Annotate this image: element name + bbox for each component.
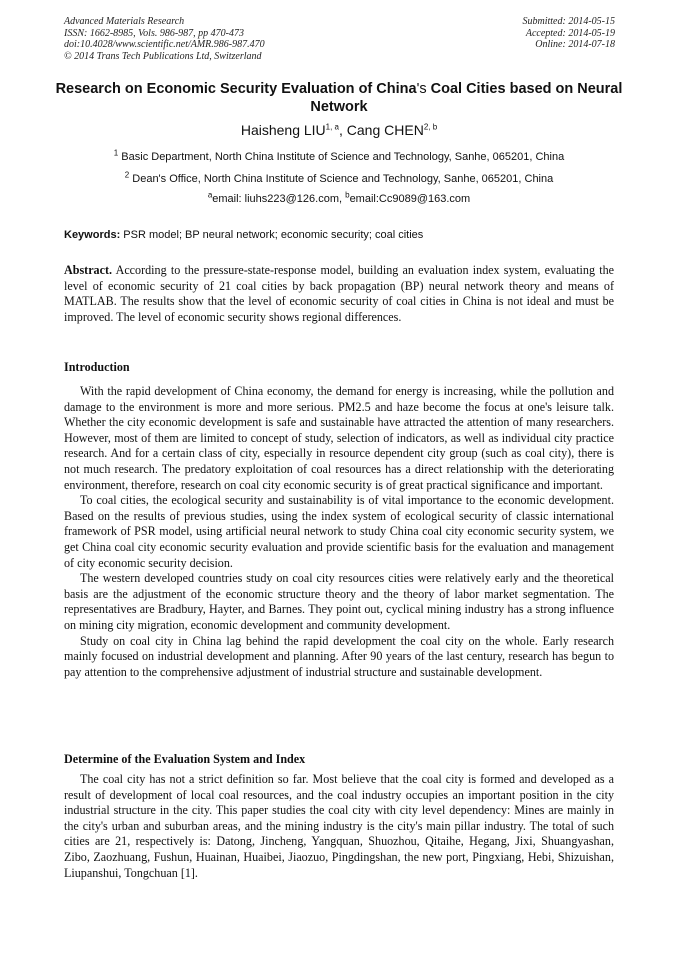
keywords-label: Keywords: <box>64 229 121 241</box>
abstract-text: According to the pressure-state-response model, building an evaluation index system, evaluating the level of economic security of 21 coal cities by back propagation (BP) neural network theory and means of MATLAB. The results show that the level of economic security of coal cities in China is not ideal and must be improved. The level of economic security shows regional differences. <box>64 263 614 324</box>
submitted-date: Submitted: 2014-05-15 <box>522 16 615 27</box>
author-2-sup: 2, b <box>423 122 438 132</box>
author-list <box>0 122 678 138</box>
accepted-date: Accepted: 2014-05-19 <box>525 27 615 39</box>
email-a-sup: a <box>207 190 213 200</box>
section-heading-evaluation: Determine of the Evaluation System and Index <box>64 752 306 766</box>
author-1-name: Haisheng LIU <box>240 122 326 138</box>
author-separator: , <box>339 122 347 138</box>
journal-info <box>64 16 265 62</box>
eval-paragraph: The coal city has not a strict definition so far. Most believe that the coal city is formed and developed as a result of development of local coal resources, and the coal industry occupies an important position in the city industrial structure in the city. This paper studies the coal city with city level dependency: Mines are mainly in the city's urban and suburban areas, and the mining industry is the city's main pillar industry. The total of such cities are 21, respectively is: Datong, Jincheng, Yangquan, Shuozhou, Qitaihe, Hegang, Jixi, Shuangyashan, Zibo, Zaozhuang, Fushun, Huainan, Huaibei, Jiaozuo, Pingdingshan, the new port, Pingxiang, Hebi, Shizuishan, Liupanshui, Tongchuan [1]. <box>64 772 614 880</box>
affiliation-2-text: Dean's Office, North China Institute of Science and Technology, Sanhe, 065201, China <box>129 173 554 185</box>
email-b: email:Cc9089@163.com <box>349 193 471 205</box>
email-b-sup: b <box>345 190 350 200</box>
intro-paragraph: With the rapid development of China economy, the demand for energy is increasing, while the pollution and damage to the environment is more and more serious. PM2.5 and haze become the focus at one's leisure talk. Whether the city economic development is safe and sustainable have attracted the attention of many researchers. However, most of them are limited to concept of study, selection of indicators, as well as individual city practice research. And for a certain class of city, especially in resource dependent city group (such as coal city), there is not much research. The predatory exploitation of coal resources has a direct relationship with the deteriorating environment, therefore, research on coal city economic security is of great practical significance and important. <box>64 384 614 492</box>
author-1-sup: 1, a <box>325 122 339 132</box>
email-line <box>0 190 678 205</box>
title-part-1: Research on Economic Security Evaluation of China <box>55 81 417 97</box>
email-a: email: liuhs223@126.com, <box>212 193 346 205</box>
title-part-2: Coal Cities based on Neural Network <box>310 81 623 115</box>
paper-title <box>55 80 623 116</box>
abstract <box>64 263 614 325</box>
abstract-label: Abstract. <box>64 263 113 277</box>
affiliation-2-sup: 2 <box>124 170 130 180</box>
dates-info <box>523 16 616 51</box>
title-apostrophe: 's <box>416 81 427 97</box>
keywords-text: PSR model; BP neural network; economic security; coal cities <box>120 229 424 241</box>
evaluation-body <box>64 772 614 881</box>
author-2-name: Cang CHEN <box>346 122 424 138</box>
journal-name: Advanced Materials Research <box>64 16 185 27</box>
introduction-body <box>64 384 614 680</box>
affiliation-1 <box>0 148 678 163</box>
keywords <box>64 229 614 241</box>
issn-line: ISSN: 1662-8985, Vols. 986-987, pp 470-473 <box>64 27 244 39</box>
affiliation-1-sup: 1 <box>113 148 119 158</box>
section-heading-introduction: Introduction <box>64 360 130 374</box>
intro-paragraph: To coal cities, the ecological security and sustainability is of vital importance to the economic development. Based on the results of previous studies, using the index system of ecological security of classic international framework of PSR model, using artificial neural network to study China coal city economic security system, we get China coal city economic security evaluation and provide scientific basis for the evaluation and management of city economic security decision. <box>64 493 614 570</box>
doi-line: doi:10.4028/www.scientific.net/AMR.986-987.470 <box>64 39 265 50</box>
affiliation-2 <box>0 170 678 185</box>
affiliation-1-text: Basic Department, North China Institute of Science and Technology, Sanhe, 065201, China <box>118 151 565 163</box>
copyright-line: © 2014 Trans Tech Publications Ltd, Switzerland <box>64 50 262 62</box>
intro-paragraph: The western developed countries study on coal city resources cities were relatively early and the theoretical basis are the adjustment of the economic structure theory and the theory of labor market segmentation. The representatives are Bradbury, Hayter, and Barnes. They point out, cyclical mining industry has a strong influence on mining city migration, economic development and community development. <box>64 571 614 632</box>
intro-paragraph: Study on coal city in China lag behind the rapid development the coal city on the whole. Early research mainly focused on industrial development and planning. After 90 years of the last century, research has begun to pay attention to the comprehensive adjustment of industrial structure and sustainable development. <box>64 633 614 679</box>
online-date: Online: 2014-07-18 <box>535 39 615 50</box>
